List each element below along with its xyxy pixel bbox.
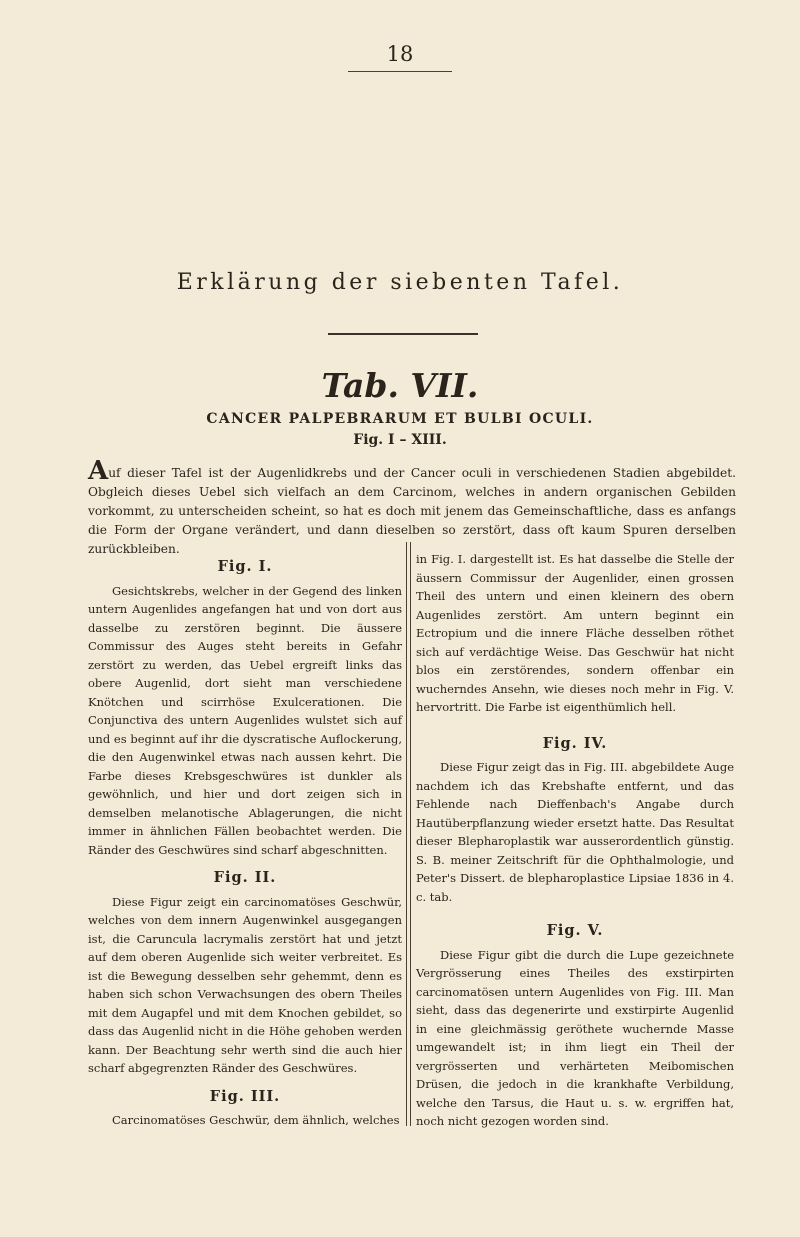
fig-4-text: Diese Figur zeigt das in Fig. III. abgebildete Auge nachdem ich das Krebshafte entfernt, und das Fehlende nach Dieffenbach's Angabe durch Hautüberpflanzung wieder ersetzt hatte. Das Resultat dieser Blepharoplastik war ausserordentlich günstig. S. B. meiner Zeitschrift für die Ophthalmologie, und Peter's Dissert. de blepharoplastice Lipsiae 1836 in 4. c. tab.: [416, 760, 734, 904]
fig-3-heading: Fig. III.: [209, 1087, 281, 1105]
section-heading: Erklärung der siebenten Tafel.: [176, 270, 624, 295]
plate-subtitle: CANCER PALPEBRARUM ET BULBI OCULI.: [206, 411, 594, 427]
drop-cap: A: [88, 456, 109, 486]
fig-1-heading: Fig. I.: [217, 558, 273, 575]
plate-title: Tab. VII.: [321, 366, 479, 405]
intro-paragraph: [88, 456, 736, 559]
fig-2-text: Diese Figur zeigt ein carcinomatöses Geschwür, welches von dem innern Augenwinkel ausgegangen ist, die Caruncula lacrymalis zerstört hat und jetzt auf dem oberen Augenlide sich weiter verbreitet. Es ist die Bewegung desselben sehr gehemmt, denn es haben sich schon Verwachsungen des obern Theiles mit dem Augapfel und mit dem Knochen gebildet, so dass das Augenlid nicht in die Höhe gehoben werden kann. Der Beachtung sehr werth sind die auch hier scharf abgegrenzten Ränder des Geschwüres.: [88, 894, 402, 1075]
page-number: 18: [386, 42, 414, 66]
fig-3-continued-text: in Fig. I. dargestellt ist. Es hat dasselbe die Stelle der äussern Commissur der Augenlider, einen grossen Theil des untern und einen kleinern des obern Augenlides zerstört. Am untern beginnt ein Ectropium und die innere Fläche desselben röthet sich auf verdächtige Weise. Das Geschwür hat nicht blos ein zerstörendes, sondern offenbar ein wucherndes Ansehn, wie dieses noch mehr in Fig. V. hervortritt. Die Farbe ist eigenthümlich hell.: [416, 552, 734, 714]
left-column: [88, 552, 402, 1130]
fig-2-heading: Fig. II.: [213, 869, 277, 886]
plate-figure-range: Fig. I – XIII.: [353, 432, 447, 448]
heading-rule: [328, 333, 478, 335]
column-divider: [406, 542, 411, 1126]
intro-text: uf dieser Tafel ist der Augenlidkrebs und der Cancer oculi in verschiedenen Stadien abgebildet. Obgleich dieses Uebel sich vielfach an dem Carcinom, welches in andern organischen Gebilden vorkommt, zu unterscheiden scheint, so hat es doch mit jenem das Gemeinschaftliche, dass es anfangs die Form der Organe verändert, und dann dieselben so zerstört, dass oft kaum Spuren derselben zurückbleiben.: [88, 466, 736, 556]
fig-3-text: Carcinomatöses Geschwür, dem ähnlich, welches: [112, 1113, 400, 1127]
fig-4-heading: Fig. IV.: [542, 734, 608, 752]
page-number-rule: [348, 71, 452, 72]
fig-5-text: Diese Figur gibt die durch die Lupe gezeichnete Vergrösserung eines Theiles des exstirpirten carcinomatösen untern Augenlides von Fig. III. Man sieht, dass das degenerirte und exstirpirte Augenlid in eine gleichmässig geröthete wuchernde Masse umgewandelt ist; in ihm liegt ein Theil der vergrösserten und verhärteten Meibomischen Drüsen, die jedoch in die krankhafte Verbildung, welche den Tarsus, die Haut u. s. w. ergriffen hat, noch nicht gezogen worden sind.: [416, 947, 734, 1128]
right-column: [416, 552, 734, 1131]
fig-1-text: Gesichtskrebs, welcher in der Gegend des linken untern Augenlides angefangen hat und von dort aus dasselbe zu zerstören beginnt. Die äussere Commissur des Auges steht bereits in Gefahr zerstört zu werden, das Uebel ergreift links das obere Augenlid, dort sieht man verschiedene Knötchen und scirrhöse Exulcerationen. Die Conjunctiva des untern Augenlides wulstet sich auf und es beginnt auf ihr die dyscratische Auflockerung, die den Augenwinkel etwas nach aussen kehrt. Die Farbe dieses Krebsgeschwüres ist dunkler als gewöhnlich, und hier und dort zeigen sich in demselben melanotische Ablagerungen, die nicht immer in ähnlichen Fällen beobachtet werden. Die Ränder des Geschwüres sind scharf abgeschnitten.: [88, 583, 402, 857]
fig-5-heading: Fig. V.: [546, 922, 604, 939]
